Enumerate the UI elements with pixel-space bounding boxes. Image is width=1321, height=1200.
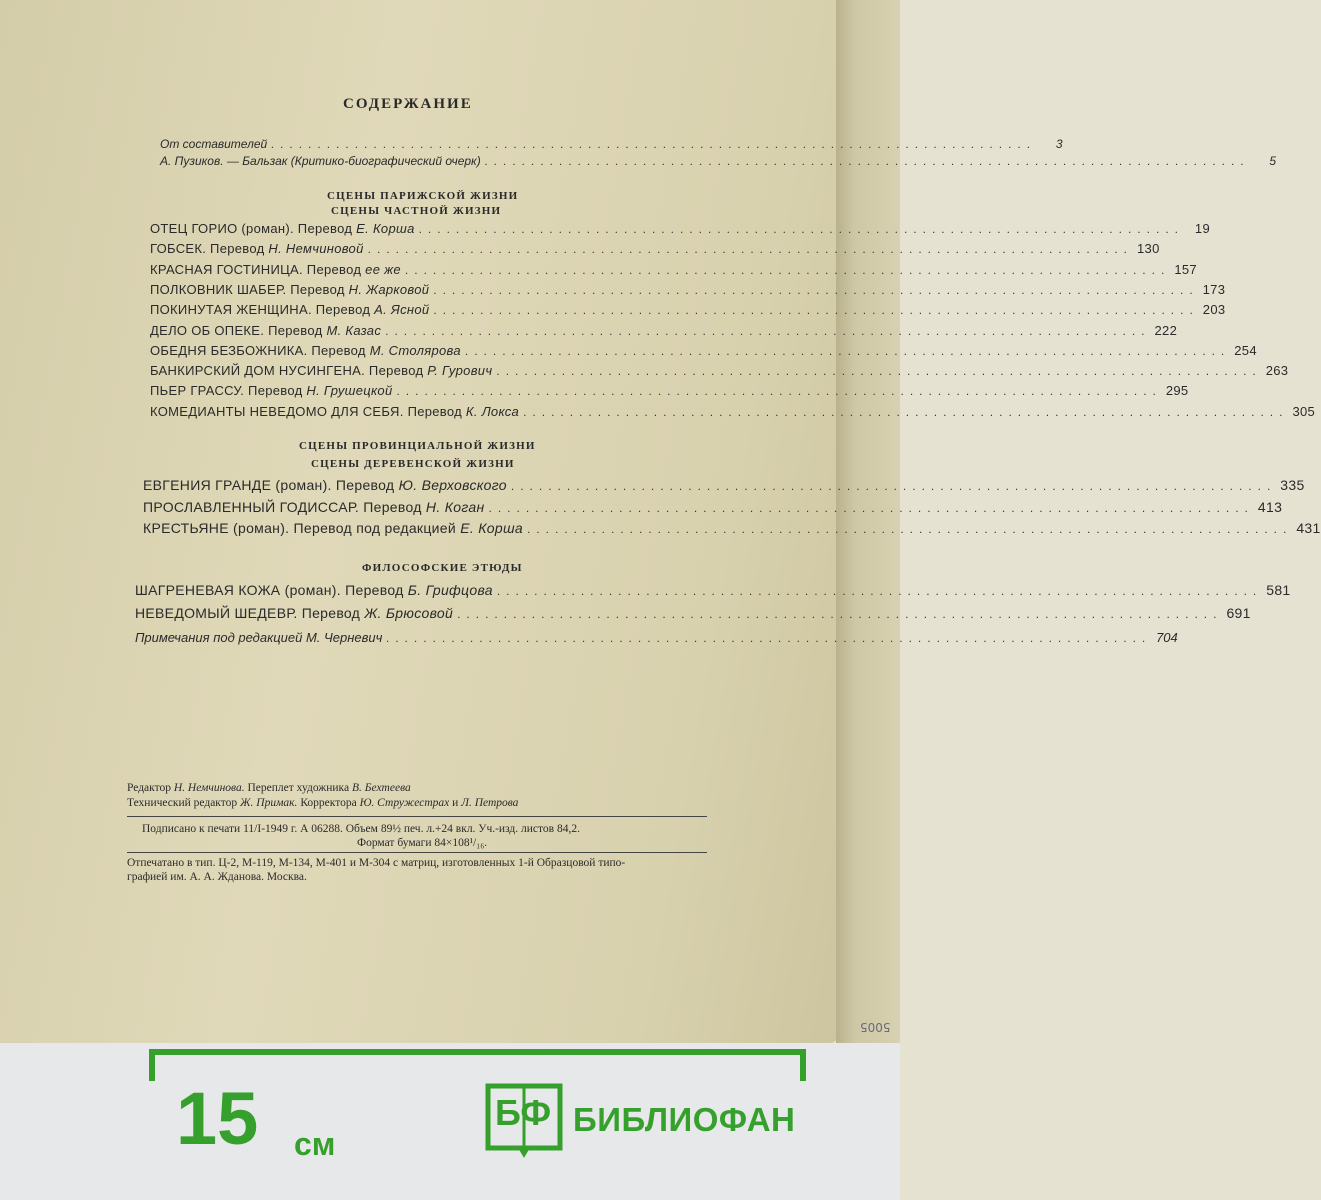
imprint-name: В. Бехтеева	[351, 782, 411, 794]
work-title: ПРОСЛАВЛЕННЫЙ ГОДИССАР. Перевод	[143, 498, 422, 515]
toc-page: 254	[1234, 342, 1257, 358]
work-title: ГОБСЕК. Перевод	[150, 241, 265, 257]
work-title: ОТЕЦ ГОРИО (роман). Перевод	[150, 221, 353, 236]
translator-name: Н. Немчиновой	[268, 241, 364, 257]
toc-page: 413	[1257, 498, 1283, 515]
work-title: ШАГРЕНЕВАЯ КОЖА (роман). Перевод	[135, 582, 404, 598]
imprint-text: и	[449, 797, 462, 809]
toc-title	[143, 520, 523, 536]
toc-row-work	[135, 582, 1291, 598]
book-logo-icon	[485, 1083, 563, 1155]
translator-name: Ж. Брюсовой	[364, 605, 454, 621]
toc-title	[150, 323, 381, 338]
toc-page: 157	[1174, 261, 1197, 277]
brand-name: БИБЛИОФАН	[573, 1101, 796, 1138]
toc-page: 3	[1055, 137, 1063, 151]
work-title: КРЕСТЬЯНЕ (роман). Перевод под редакцией	[143, 520, 456, 536]
section-subheading: СЦЕНЫ ДЕРЕВЕНСКОЙ ЖИЗНИ	[311, 458, 515, 470]
toc-title: От составителей	[160, 137, 268, 151]
toc-title	[150, 343, 461, 358]
toc-leader: ..................................................................................	[367, 242, 1134, 257]
toc-page: 203	[1202, 302, 1226, 318]
toc-leader: ..................................................................................	[404, 262, 1171, 277]
toc-page: 691	[1226, 605, 1251, 621]
translator-name: А. Ясной	[374, 302, 430, 318]
toc-title	[150, 383, 392, 398]
work-title: БАНКИРСКИЙ ДОМ НУСИНГЕНА. Перевод	[150, 363, 424, 379]
toc-page: 19	[1194, 221, 1210, 236]
work-title: ДЕЛО ОБ ОПЕКЕ. Перевод	[150, 322, 323, 338]
toc-title	[150, 282, 429, 297]
toc-page: 431	[1296, 520, 1321, 536]
toc-title	[150, 241, 364, 256]
translator-name: Ю. Верховского	[398, 477, 507, 493]
imprint-text: Технический редактор	[127, 797, 240, 809]
toc-row-work	[150, 241, 1160, 257]
toc-row-work	[150, 261, 1197, 277]
imprint-text: Редактор	[127, 782, 174, 794]
toc-row-work	[143, 520, 1321, 536]
toc-leader: ..................................................................................	[464, 343, 1231, 358]
toc-page: 5	[1269, 154, 1277, 168]
toc-title	[143, 477, 507, 493]
toc-page: 130	[1137, 241, 1160, 257]
toc-row-work	[150, 383, 1189, 399]
toc-title	[143, 499, 485, 515]
translator-name: Н. Грушецкой	[306, 383, 393, 399]
translator-name: Е. Корша	[356, 221, 415, 236]
toc-row-work	[150, 221, 1210, 236]
scale-unit: см	[294, 1126, 336, 1162]
toc-row-work	[150, 322, 1178, 338]
toc-row-work	[150, 403, 1316, 419]
toc-leader: ..................................................................................	[488, 500, 1254, 515]
toc-row-work	[143, 498, 1283, 515]
work-title: ЕВГЕНИЯ ГРАНДЕ (роман). Перевод	[143, 477, 395, 493]
toc-leader: ..................................................................................	[271, 137, 1037, 151]
imprint-text: Переплет художника	[244, 782, 352, 794]
toc-row-work	[150, 302, 1226, 318]
toc-leader: ..................................................................................	[457, 607, 1223, 621]
translator-name: ее же	[365, 261, 401, 277]
toc-title	[150, 262, 401, 277]
toc-leader: ..................................................................................	[386, 631, 1152, 645]
toc-leader: ..................................................................................	[526, 522, 1293, 536]
imprint-format-line: Формат бумаги 84×108¹/₁₆.	[357, 837, 488, 849]
section-heading: СЦЕНЫ ПАРИЖСКОЙ ЖИЗНИ	[327, 190, 519, 202]
work-title: КОМЕДИАНТЫ НЕВЕДОМО ДЛЯ СЕБЯ. Перевод	[150, 403, 462, 419]
toc-title	[150, 404, 519, 419]
imprint-name: Ю. Стружестрах	[359, 797, 450, 809]
toc-row-work	[150, 363, 1289, 379]
translator-name: Н. Коган	[425, 498, 485, 515]
imprint-name: Н. Немчинова.	[173, 782, 245, 794]
translator-name: Б. Грифцова	[407, 582, 493, 598]
work-title: ОБЕДНЯ БЕЗБОЖНИКА. Перевод	[150, 342, 366, 358]
toc-row-work	[143, 477, 1305, 493]
toc-row-preface	[160, 137, 1063, 151]
imprint-text: Корректора	[297, 797, 360, 809]
imprint-printer-line: Отпечатано в тип. Ц-2, М-119, М-134, М-401 и М-304 с матриц, изготовленных 1-й Образцовой типо-	[127, 857, 626, 869]
toc-title: А. Пузиков. — Бальзак (Критико-биографический очерк)	[160, 154, 481, 168]
work-title: ПЬЕР ГРАССУ. Перевод	[150, 383, 303, 399]
toc-leader: ..................................................................................	[510, 479, 1277, 493]
toc-leader: ..................................................................................	[418, 222, 1184, 236]
toc-row-notes	[135, 630, 1178, 645]
toc-row-essay	[160, 154, 1277, 168]
work-title: ПОКИНУТАЯ ЖЕНЩИНА. Перевод	[150, 302, 371, 318]
section-subheading: СЦЕНЫ ЧАСТНОЙ ЖИЗНИ	[331, 205, 502, 217]
imprint-name: Л. Петрова	[461, 797, 519, 809]
imprint-rule	[127, 816, 707, 817]
imprint-editor-line	[127, 782, 411, 794]
imprint-rule	[127, 852, 707, 853]
toc-leader: ..................................................................................	[496, 584, 1263, 598]
toc-page: 581	[1266, 582, 1291, 598]
toc-title	[150, 302, 429, 317]
translator-name: Р. Гурович	[427, 363, 493, 379]
translator-name: М. Столярова	[369, 342, 461, 358]
logo-letters: БФ	[495, 1092, 552, 1133]
toc-page: 704	[1156, 630, 1178, 645]
toc-leader: ..................................................................................	[496, 364, 1262, 379]
translator-name: Н. Жарковой	[348, 281, 430, 297]
work-title: ПОЛКОВНИК ШАБЕР. Перевод	[150, 281, 345, 297]
toc-page: 222	[1154, 322, 1178, 338]
translator-name: Е. Корша	[460, 520, 523, 536]
toc-page: 305	[1292, 403, 1316, 419]
toc-leader: ..................................................................................	[396, 384, 1162, 399]
section-heading: СЦЕНЫ ПРОВИНЦИАЛЬНОЙ ЖИЗНИ	[299, 440, 536, 452]
toc-leader: ..................................................................................	[433, 303, 1199, 318]
toc-leader: ..................................................................................	[484, 154, 1251, 168]
toc-row-work	[150, 342, 1257, 358]
imprint-tech-line	[127, 797, 518, 809]
toc-title	[135, 605, 453, 621]
work-title: КРАСНАЯ ГОСТИНИЦА. Перевод	[150, 261, 362, 277]
toc-title	[135, 582, 493, 598]
toc-row-work	[150, 281, 1226, 297]
section-heading: ФИЛОСОФСКИЕ ЭТЮДЫ	[362, 562, 523, 574]
imprint-name: Ж. Примак.	[240, 797, 298, 809]
toc-title: Примечания под редакцией М. Черневич	[135, 630, 383, 645]
imprint-printer-line-2: графией им. А. А. Жданова. Москва.	[127, 871, 307, 883]
translator-name: М. Казас	[326, 322, 382, 338]
toc-page: 263	[1265, 363, 1289, 379]
toc-title	[150, 221, 415, 236]
toc-leader: ..................................................................................	[523, 404, 1289, 419]
toc-page: 335	[1280, 477, 1305, 493]
toc-page: 173	[1202, 281, 1226, 297]
toc-title	[150, 363, 492, 378]
translator-name: К. Локса	[465, 403, 520, 419]
toc-leader: ..................................................................................	[433, 282, 1199, 297]
imprint-signed-line: Подписано к печати 11/I-1949 г. А 06288. Объем 89½ печ. л.+24 вкл. Уч.-изд. листов 84,2.	[142, 823, 580, 835]
work-title: НЕВЕДОМЫЙ ШЕДЕВР. Перевод	[135, 605, 361, 621]
scale-number: 15	[176, 1077, 259, 1160]
toc-page: 295	[1165, 383, 1189, 399]
toc-leader: ..................................................................................	[385, 323, 1151, 338]
contents-heading: СОДЕРЖАНИЕ	[343, 96, 473, 112]
toc-row-work	[135, 605, 1251, 621]
margin-mark: 5005	[860, 1020, 891, 1034]
